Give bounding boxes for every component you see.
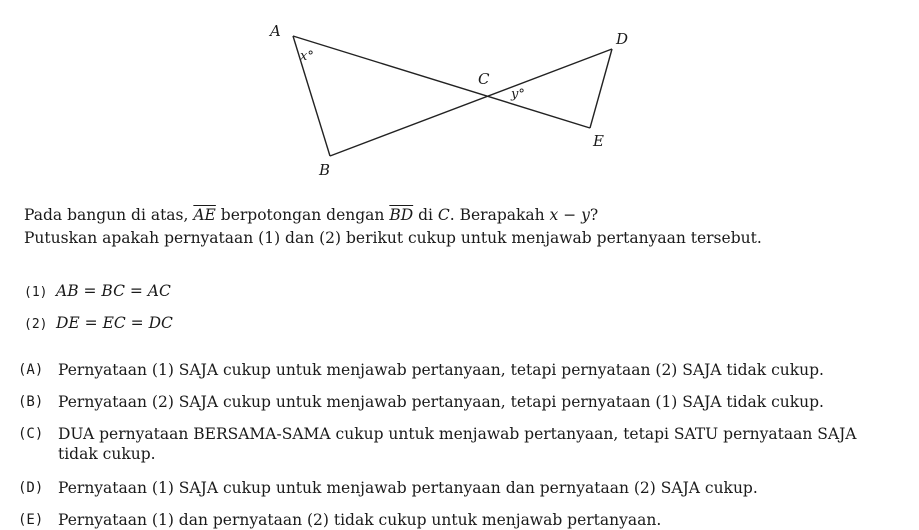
option-e[interactable] [18, 510, 898, 530]
option-a[interactable] [18, 360, 898, 380]
option-c[interactable] [18, 424, 898, 464]
option-b[interactable] [18, 392, 898, 412]
segment-bd [330, 49, 612, 156]
segment-ae-label: $\overline{AE}$ [193, 206, 216, 224]
statement-equation: AB = BC = AC [56, 282, 171, 300]
statement-equation: DE = EC = DC [56, 314, 173, 332]
statement-1 [24, 282, 171, 300]
option-text: Pernyataan (1) dan pernyataan (2) tidak cukup untuk menjawab pertanyaan. [58, 511, 662, 529]
question-line-1 [24, 205, 598, 225]
question-mid2: di [413, 206, 438, 224]
option-letter: (A) [18, 362, 44, 378]
question-post: . Berapakah [449, 206, 550, 224]
angle-label-y: y° [511, 87, 525, 102]
option-letter: (D) [18, 480, 44, 496]
angle-label-x: x° [300, 49, 314, 64]
option-text: Pernyataan (1) SAJA cukup untuk menjawab pertanyaan, tetapi pernyataan (2) SAJA tidak cukup. [58, 361, 824, 379]
option-letter: (E) [18, 512, 44, 528]
point-label-c: C [478, 70, 490, 88]
question-line-2: Putuskan apakah pernyataan (1) dan (2) berikut cukup untuk menjawab pertanyaan tersebut. [24, 229, 762, 247]
question-end: ? [589, 206, 599, 224]
point-label-d: D [616, 30, 629, 48]
option-d[interactable] [18, 478, 898, 498]
statement-number: (1) [24, 285, 48, 300]
question-mid: berpotongan dengan [215, 206, 390, 224]
point-label-b: B [319, 161, 331, 179]
option-text: DUA pernyataan BERSAMA-SAMA cukup untuk menjawab pertanyaan, tetapi SATU pernyataan SAJA tidak cukup. [58, 425, 857, 463]
question-expression: x − y [549, 206, 590, 224]
intersection-point: C [437, 206, 450, 224]
option-letter: (B) [18, 394, 44, 410]
geometry-figure [0, 0, 919, 200]
statement-number: (2) [24, 317, 48, 332]
option-text: Pernyataan (1) SAJA cukup untuk menjawab pertanyaan dan pernyataan (2) SAJA cukup. [58, 479, 758, 497]
statement-2 [24, 314, 173, 332]
point-label-e: E [593, 132, 604, 150]
segment-bd-label: $\overline{BD}$ [389, 206, 414, 224]
option-text: Pernyataan (2) SAJA cukup untuk menjawab pertanyaan, tetapi pernyataan (1) SAJA tidak cukup. [58, 393, 824, 411]
question-prefix: Pada bangun di atas, [24, 206, 194, 224]
segment-de [590, 49, 612, 128]
option-letter: (C) [18, 426, 44, 442]
point-label-a: A [270, 22, 281, 40]
